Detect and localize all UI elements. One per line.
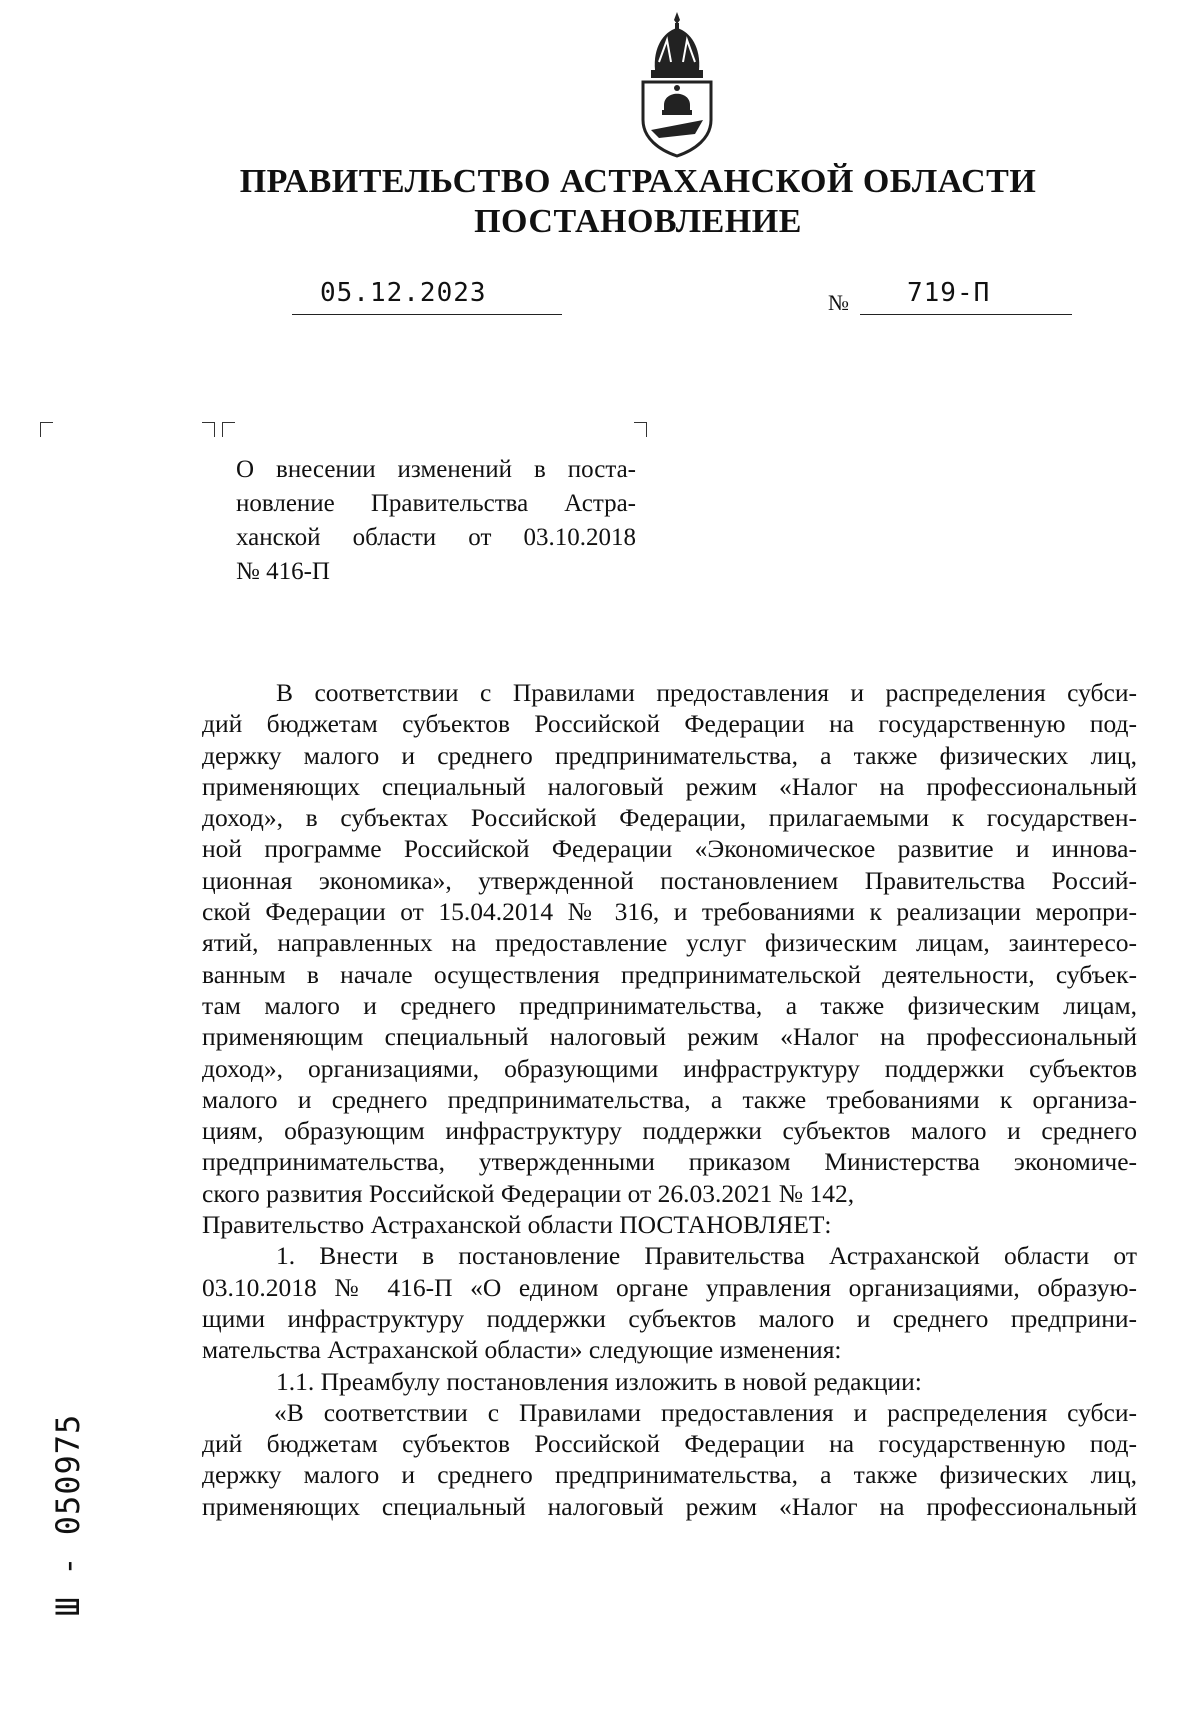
document-type-title: ПОСТАНОВЛЕНИЕ — [474, 203, 802, 240]
body-line: дий бюджетам субъектов Российской Федерации на государственную под- — [202, 709, 1137, 739]
body-line: доход», организациями, образующими инфраструктуру поддержки субъектов — [202, 1053, 1137, 1083]
document-number: 719-П — [907, 278, 991, 308]
body-line: В соответствии с Правилами предоставления и распределения субси- — [276, 678, 1137, 707]
body-line: ванным в начале осуществления предпринимательской деятельности, субъек- — [202, 959, 1137, 989]
body-line: применяющих специальный налоговый режим «Налог на профессиональный — [202, 771, 1137, 801]
number-sign: № — [828, 290, 849, 315]
body-line: мательства Астраханской области» следующие изменения: — [202, 1335, 842, 1365]
corner-mark-inner-left — [202, 422, 215, 437]
body-line: применяющим специальный налоговый режим «Налог на профессиональный — [202, 1022, 1137, 1052]
body-line: ятий, направленных на предоставление услуг физическим лицам, заинтересо- — [202, 928, 1137, 958]
body-line: циям, образующим инфраструктуру поддержки субъектов малого и среднего — [202, 1116, 1137, 1146]
body-line: доход», в субъектах Российской Федерации, прилагаемыми к государствен- — [202, 803, 1137, 833]
body-line: ского развития Российской Федерации от 26.03.2021 № 142, — [202, 1178, 855, 1208]
corner-mark-left — [40, 422, 53, 437]
body-line: 03.10.2018 № 416-П «О едином органе управления организациями, образую- — [202, 1272, 1137, 1302]
body-line: держку малого и среднего предпринимательства, а также физических лиц, — [202, 1460, 1137, 1490]
body-line: применяющих специальный налоговый режим «Налог на профессиональный — [202, 1491, 1137, 1521]
document-body — [202, 677, 1137, 1522]
organization-title: ПРАВИТЕЛЬСТВО АСТРАХАНСКОЙ ОБЛАСТИ — [239, 163, 1037, 200]
body-line: там малого и среднего предпринимательства, а также физическим лицам, — [202, 990, 1137, 1020]
coat-of-arms-emblem — [637, 10, 717, 160]
body-line: малого и среднего предпринимательства, а также требованиями к организа- — [202, 1084, 1137, 1114]
body-line: Правительство Астраханской области ПОСТАНОВЛЯЕТ: — [202, 1210, 832, 1240]
subject-line: новление Правительства Астра- — [236, 490, 636, 517]
corner-mark-right — [634, 422, 647, 437]
body-line: 1.1. Преамбулу постановления изложить в новой редакции: — [276, 1366, 922, 1396]
subject-line: ханской области от 03.10.2018 — [236, 524, 636, 551]
subject-line: № 416-П — [236, 558, 330, 585]
body-line: 1. Внести в постановление Правительства Астраханской области от — [276, 1241, 1137, 1271]
body-line: предпринимательства, утвержденными приказом Министерства экономиче- — [202, 1147, 1137, 1177]
body-line: держку малого и среднего предпринимательства, а также физических лиц, — [202, 740, 1137, 770]
subject-line: О внесении изменений в поста- — [236, 456, 636, 483]
body-line: ной программе Российской Федерации «Экономическое развитие и иннова- — [202, 834, 1137, 864]
document-date: 05.12.2023 — [320, 278, 487, 308]
serial-number-text: Ш - 050975 — [49, 1413, 87, 1617]
corner-mark-inner-right — [222, 422, 235, 437]
body-line: дий бюджетам субъектов Российской Федерации на государственную под- — [202, 1429, 1137, 1459]
body-line: щими инфраструктуру поддержки субъектов малого и среднего предприни- — [202, 1303, 1137, 1333]
body-line: ционная экономика», утвержденной постановлением Правительства Россий- — [202, 865, 1137, 895]
document-subject — [236, 453, 636, 589]
body-line: ской Федерации от 15.04.2014 № 316, и требованиями к реализации меропри- — [202, 897, 1137, 927]
form-serial-number — [18, 1400, 118, 1630]
body-line: «В соответствии с Правилами предоставления и распределения субси- — [274, 1397, 1137, 1427]
